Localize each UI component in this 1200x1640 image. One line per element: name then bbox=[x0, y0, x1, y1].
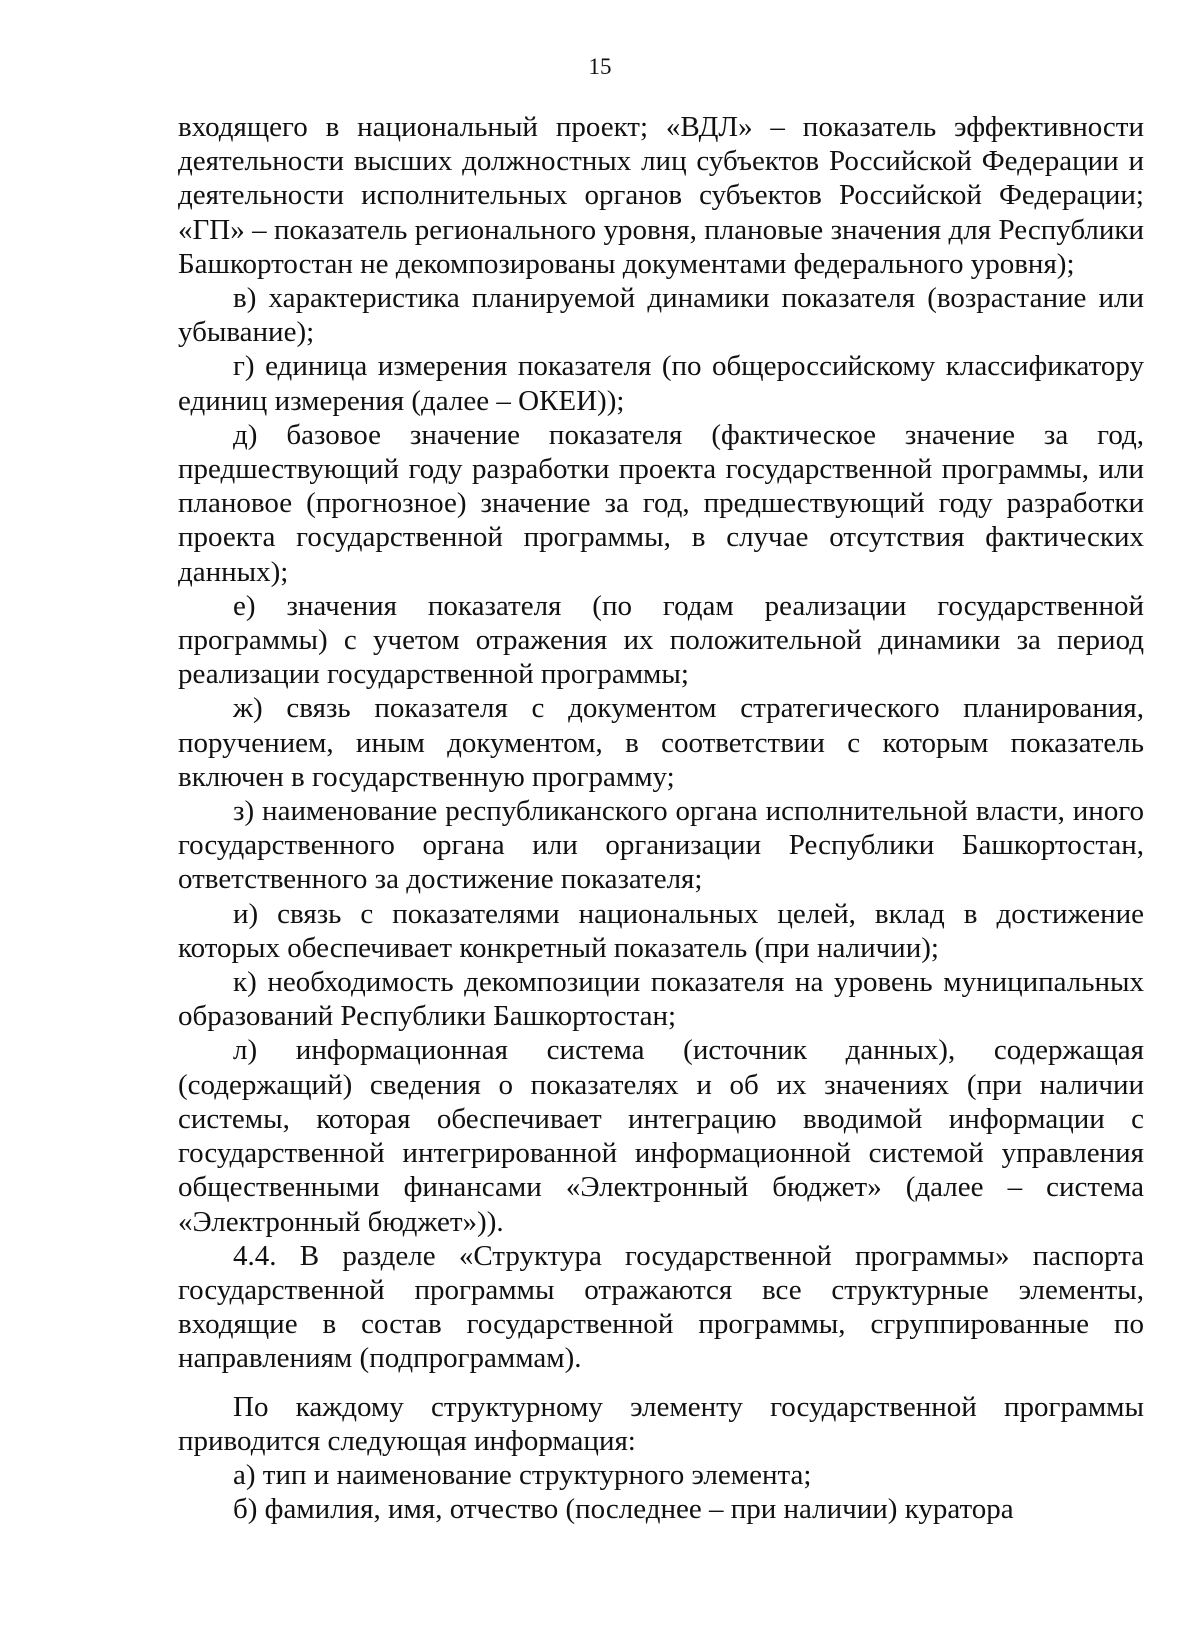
paragraph-item-a: а) тип и наименование структурного элемента; bbox=[233, 1458, 812, 1491]
paragraph-continuation: входящего в национальный проект; «ВДЛ» – показатель эффективности деятельности высших должностных лиц субъектов Российской Федерации и деятельности исполнительных органов субъектов Российской Федерации; «ГП» – показатель регионального уровня, плановые значения для Республики Башкортостан не декомпозированы документами федерального уровня); bbox=[178, 111, 1144, 280]
paragraph-item-e: е) значения показателя (по годам реализации государственной программы) с учетом отражения их положительной динамики за период реализации государственной программы; bbox=[178, 589, 1144, 691]
document-body bbox=[178, 110, 1144, 1526]
paragraph-item-l: л) информационная система (источник данных), содержащая (содержащий) сведения о показателях и об их значениях (при наличии системы, которая обеспечивает интеграцию вводимой информации с государственной интегрированной информационной системой управления общественными финансами «Электронный бюджет» (далее – система «Электронный бюджет»)). bbox=[178, 1034, 1144, 1238]
page-number: 15 bbox=[588, 54, 612, 79]
paragraph-item-zh: ж) связь показателя с документом стратегического планирования, поручением, иным документом, в соответствии с которым показатель включен в государственную программу; bbox=[178, 692, 1144, 793]
paragraph-item-g: г) единица измерения показателя (по общероссийскому классификатору единиц измерения (далее – ОКЕИ)); bbox=[178, 350, 1144, 417]
paragraph-item-v: в) характеристика планируемой динамики показателя (возрастание или убывание); bbox=[178, 282, 1144, 349]
paragraph-item-i: и) связь с показателями национальных целей, вклад в достижение которых обеспечивает конкретный показатель (при наличии); bbox=[178, 897, 1144, 964]
paragraph-section-4-4: 4.4. В разделе «Структура государственной программы» паспорта государственной программы отражаются все структурные элементы, входящие в состав государственной программы, сгруппированные по направлениям (подпрограммам). bbox=[178, 1239, 1144, 1375]
paragraph-structural-elements-intro: По каждому структурному элементу государственной программы приводится следующая информация: bbox=[178, 1390, 1144, 1457]
paragraph-item-b: б) фамилия, имя, отчество (последнее – при наличии) куратора bbox=[233, 1493, 1014, 1526]
paragraph-item-k: к) необходимость декомпозиции показателя на уровень муниципальных образований Республики Башкортостан; bbox=[178, 966, 1144, 1033]
paragraph-item-z: з) наименование республиканского органа исполнительной власти, иного государственного органа или организации Республики Башкортостан, ответственного за достижение показателя; bbox=[178, 795, 1144, 896]
paragraph-item-d: д) базовое значение показателя (фактическое значение за год, предшествующий году разработки проекта государственной программы, или плановое (прогнозное) значение за год, предшествующий году разработки проекта государственной программы, в случае отсутствия фактических данных); bbox=[178, 418, 1144, 588]
